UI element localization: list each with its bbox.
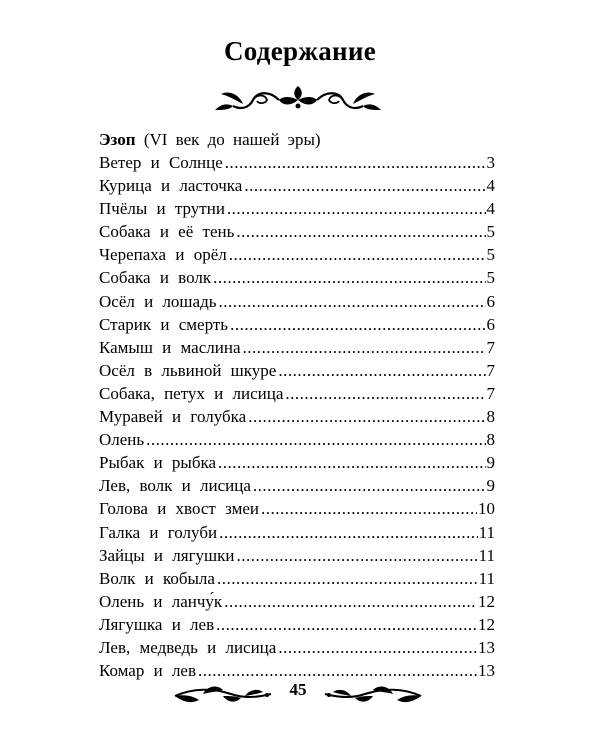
toc-entry-page: 11	[478, 568, 495, 588]
dot-leader	[237, 544, 478, 567]
toc-entry-title: Лев, волк и лисица	[99, 476, 251, 496]
toc-entry-title: Осёл и лошадь	[99, 291, 217, 311]
toc-entry	[99, 266, 495, 289]
toc-entry-title: Пчёлы и трутни	[99, 199, 225, 219]
toc-entry-title: Муравей и голубка	[99, 407, 247, 427]
toc-entry-title: Курица и ласточка	[99, 176, 243, 196]
dot-leader	[227, 197, 486, 220]
flourish-right-icon	[323, 682, 423, 708]
toc-entry-page: 8	[486, 430, 495, 450]
dot-leader	[225, 151, 486, 174]
toc-entry	[99, 474, 495, 497]
toc-entry	[99, 613, 495, 636]
toc-entry-page: 8	[486, 407, 495, 427]
toc-entry-title: Камыш и маслина	[99, 337, 241, 357]
toc-entry-page: 11	[478, 545, 495, 565]
dot-leader	[236, 220, 485, 243]
dot-leader	[146, 428, 485, 451]
toc-entry-title: Комар и лев	[99, 661, 197, 681]
dot-leader	[224, 590, 477, 613]
toc-entry	[99, 428, 495, 451]
toc-entry	[99, 313, 495, 336]
toc-entry-title: Собака и волк	[99, 268, 212, 288]
dot-leader	[248, 405, 485, 428]
toc-entry-page: 12	[478, 591, 495, 611]
dot-leader	[217, 567, 478, 590]
toc-entry-page: 12	[478, 614, 495, 634]
toc-entry	[99, 590, 495, 613]
dot-leader	[218, 451, 485, 474]
toc-entry-page: 7	[486, 337, 495, 357]
toc-entry-title: Собака, петух и лисица	[99, 383, 284, 403]
toc-entry-title: Олень и ланчу́к	[99, 591, 223, 611]
toc-entry	[99, 220, 495, 243]
toc-entry-page: 7	[486, 383, 495, 403]
page-footer	[173, 676, 423, 716]
toc-entry	[99, 290, 495, 313]
dot-leader	[213, 266, 485, 289]
dot-leader	[216, 613, 477, 636]
page-number: 45	[289, 680, 307, 699]
toc-entry	[99, 243, 495, 266]
toc-entry-title: Рыбак и рыбка	[99, 453, 217, 473]
toc-entry-page: 6	[486, 291, 495, 311]
dot-leader	[219, 521, 478, 544]
section-header	[99, 128, 495, 151]
toc-entry-title: Черепаха и орёл	[99, 245, 227, 265]
section-era-note: (VI век до нашей эры)	[143, 130, 321, 149]
toc-entry-list	[99, 151, 495, 682]
dot-leader	[218, 290, 485, 313]
toc-entry-page: 6	[486, 314, 495, 334]
toc-entry-page: 9	[486, 453, 495, 473]
toc-entry-title: Лев, медведь и лисица	[99, 637, 277, 657]
toc-entry-page: 4	[486, 176, 495, 196]
toc-entry-page: 5	[486, 222, 495, 242]
dot-leader	[253, 474, 486, 497]
page-title: Содержание	[223, 36, 377, 66]
toc-entry-title: Ветер и Солнце	[99, 153, 223, 172]
toc-entry	[99, 197, 495, 220]
toc-entry	[99, 567, 495, 590]
toc-entry-title: Зайцы и лягушки	[99, 545, 235, 565]
toc-entry	[99, 544, 495, 567]
dot-leader	[230, 313, 485, 336]
toc-entry-page: 11	[478, 522, 495, 542]
toc-entry-title: Лягушка и лев	[99, 614, 215, 634]
dot-leader	[278, 359, 485, 382]
toc-entry-title: Собака и её тень	[99, 222, 235, 242]
toc-entry	[99, 382, 495, 405]
dot-leader	[229, 243, 486, 266]
table-of-contents	[99, 128, 495, 682]
dot-leader	[244, 174, 485, 197]
toc-entry-title: Олень	[99, 430, 145, 450]
toc-entry-page: 4	[486, 199, 495, 219]
toc-entry-title: Волк и кобыла	[99, 568, 215, 588]
flourish-ornament-icon	[213, 80, 383, 116]
toc-entry-page: 13	[478, 637, 495, 657]
section-author: Эзоп	[99, 130, 136, 149]
toc-entry	[99, 174, 495, 197]
toc-entry-page: 10	[478, 499, 495, 519]
toc-entry	[99, 636, 495, 659]
toc-entry-title: Старик и смерть	[99, 314, 229, 334]
toc-entry-page: 5	[486, 268, 495, 288]
toc-entry-page: 5	[486, 245, 495, 265]
dot-leader	[261, 497, 477, 520]
toc-entry	[99, 359, 495, 382]
dot-leader	[285, 382, 485, 405]
toc-entry-title: Галка и голуби	[99, 522, 218, 542]
toc-entry	[99, 521, 495, 544]
toc-entry-page: 3	[486, 153, 495, 172]
toc-entry-page: 9	[486, 476, 495, 496]
dot-leader	[242, 336, 485, 359]
toc-entry	[99, 336, 495, 359]
toc-entry-title: Голова и хвост змеи	[99, 499, 259, 519]
dot-leader	[278, 636, 477, 659]
toc-entry-title: Осёл в львиной шкуре	[99, 360, 277, 380]
toc-entry-page: 13	[478, 661, 495, 681]
toc-entry	[99, 497, 495, 520]
toc-entry	[99, 451, 495, 474]
toc-entry-page: 7	[486, 360, 495, 380]
toc-entry	[99, 151, 495, 174]
toc-entry	[99, 405, 495, 428]
